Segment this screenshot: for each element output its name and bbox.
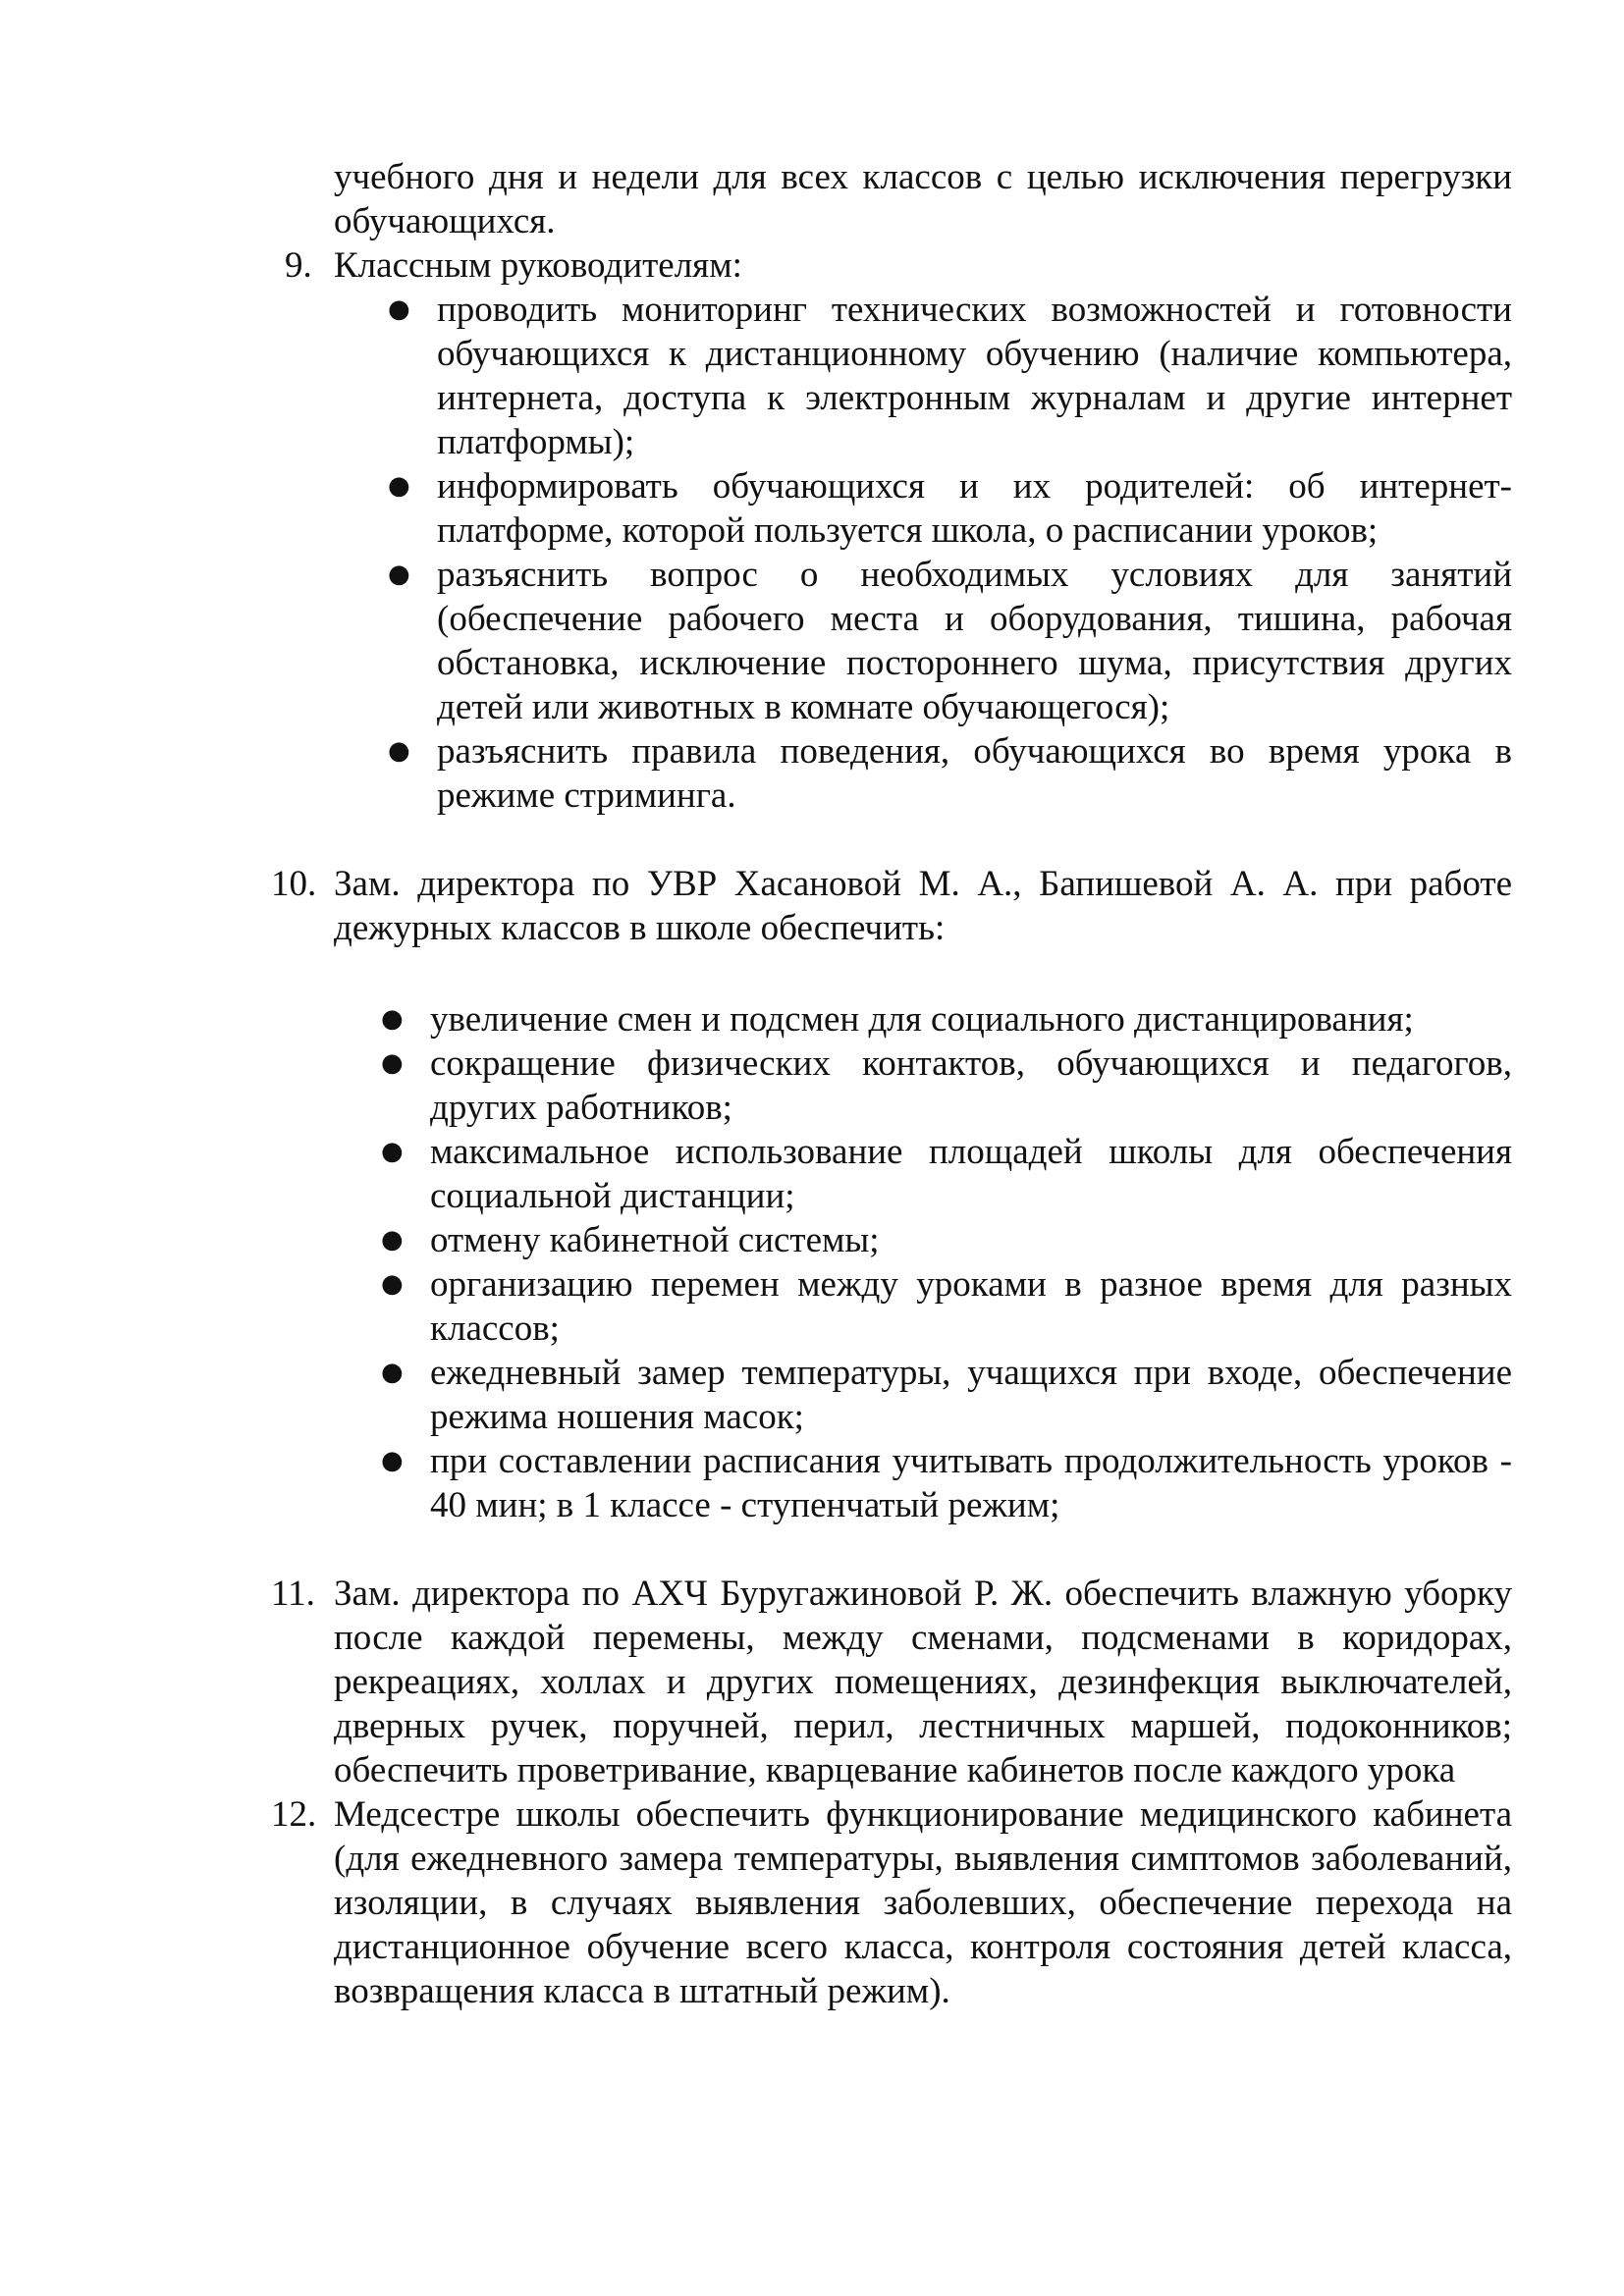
bullet-icon: ● — [388, 471, 410, 501]
item-text: Классным руководителям: — [334, 245, 742, 286]
bullet-item: ● ежедневный замер температуры, учащихся при входе, обеспечение режима ношения масок; — [381, 1353, 1512, 1437]
bullet-icon: ● — [381, 1137, 404, 1166]
list-item-12 — [271, 1792, 1512, 2013]
bullet-icon: ● — [381, 1048, 404, 1078]
bullet-icon: ● — [381, 1004, 404, 1034]
bullet-icon: ● — [388, 560, 410, 589]
bullet-item: ● максимальное использование площадей школы для обеспечения социальной дистанции; — [381, 1132, 1512, 1216]
list-item-9 — [285, 243, 1512, 288]
list-item-10 — [271, 862, 1512, 950]
spacer — [285, 1527, 1512, 1572]
bullet-item: ● проводить мониторинг технических возможностей и готовности обучающихся к дистанционному обучению (наличие компьютера, интернета, доступа к электронным журналам и другие интернет платформы); — [388, 290, 1512, 462]
bullet-icon: ● — [388, 294, 410, 324]
bullet-item: ● отмену кабинетной системы; — [381, 1220, 880, 1260]
item-text: Медсестре школы обеспечить функционирование медицинского кабинета (для ежедневного замера температуры, выявления симптомов заболеваний, изоляции, в случаях выявления заболевших, обеспечение перехода на дистанционное обучение всего класса, контроля состояния детей класса, возвращения класса в штатный режим). — [334, 1794, 1512, 2011]
intro-paragraph: учебного дня и недели для всех классов с целью исключения перегрузки обучающихся. — [334, 157, 1512, 241]
bullet-item: ● информировать обучающихся и их родителей: об интернет-платформе, которой пользуется школа, о расписании уроков; — [388, 466, 1512, 551]
bullet-item: ● разъяснить правила поведения, обучающихся во время урока в режиме стриминга. — [388, 731, 1512, 816]
item-10-bullet-list — [381, 997, 1512, 1527]
bullet-icon: ● — [381, 1358, 404, 1387]
item-text: Зам. директора по УВР Хасановой М. А., Бапишевой А. А. при работе дежурных классов в школе обеспечить: — [334, 864, 1512, 948]
item-text: Зам. директора по АХЧ Буругажиновой Р. Ж. обеспечить влажную уборку после каждой перемены, между сменами, подсменами в коридорах, рекреациях, холлах и других помещениях, дезинфекция выключателей, дверных ручек, поручней, перил, лестничных маршей, подоконников; обеспечить проветривание, кварцевание кабинетов после каждого урока — [334, 1574, 1512, 1790]
item-9-bullet-list — [388, 288, 1512, 818]
bullet-icon: ● — [381, 1225, 404, 1255]
item-number: 11. — [271, 1574, 315, 1614]
spacer — [285, 818, 1512, 862]
bullet-icon: ● — [381, 1269, 404, 1299]
item-number: 12. — [271, 1794, 317, 1835]
item-number: 9. — [285, 245, 312, 286]
item-number: 10. — [271, 864, 317, 904]
bullet-item: ● разъяснить вопрос о необходимых условиях для занятий (обеспечение рабочего места и оборудования, тишина, рабочая обстановка, исключение постороннего шума, присутствия других детей или животных в комнате обучающегося); — [388, 555, 1512, 727]
document-body — [271, 155, 1512, 2013]
bullet-item: ● организацию перемен между уроками в разное время для разных классов; — [381, 1264, 1512, 1349]
bullet-item: ● при составлении расписания учитывать продолжительность уроков - 40 мин; в 1 классе - ступенчатый режим; — [381, 1441, 1512, 1525]
list-item-11 — [271, 1572, 1512, 1792]
bullet-item: ● увеличение смен и подсмен для социального дистанцирования; — [381, 999, 1414, 1040]
bullet-icon: ● — [381, 1446, 404, 1475]
spacer — [285, 950, 1512, 997]
bullet-icon: ● — [388, 736, 410, 766]
bullet-item: ● сокращение физических контактов, обучающихся и педагогов, других работников; — [381, 1043, 1512, 1128]
